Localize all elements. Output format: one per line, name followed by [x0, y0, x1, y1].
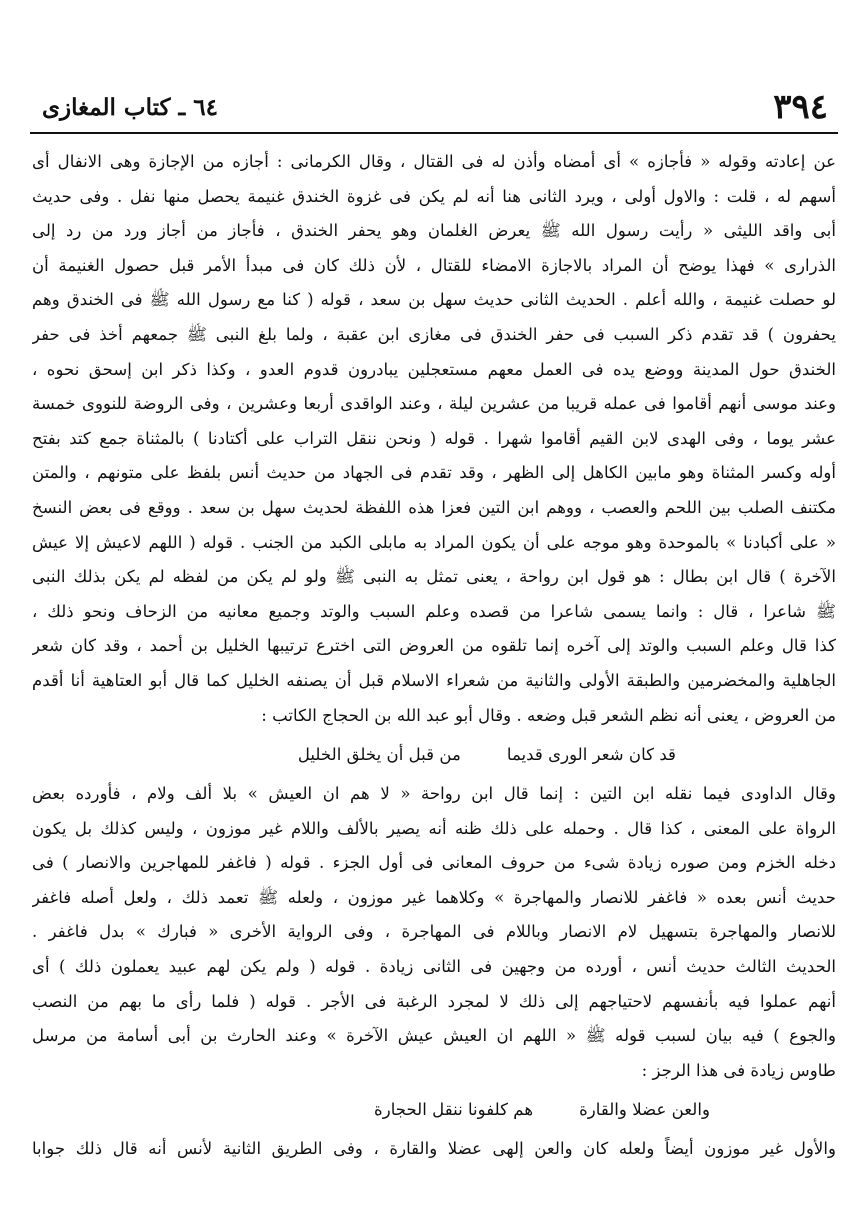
text-line: دخله الخزم ومن صوره زيادة شىء من حروف المعانى فى أول الجزء . قوله ( فاغفر للمهاجرين والانصار ) فى — [32, 853, 836, 873]
text-line: الآخرة ) قال ابن بطال : هو قول ابن رواحة ، يعنى تمثل به النبى ﷺ ولو لم يكن من لفظه لم يكن بذلك النبى — [32, 567, 836, 587]
page-number: ٣٩٤ — [773, 87, 828, 127]
text-line: أبى واقد الليثى « رأيت رسول الله ﷺ يعرض الغلمان وهو يحفر الخندق ، فأجاز من أجاز ورد من رد إلى — [32, 221, 836, 241]
text-line: ﷺ شاعرا ، قال : وانما يسمى شاعرا من قصده وعلم السبب والوتد وجميع معانيه من الزحاف ونحو ذلك ، — [32, 601, 836, 621]
text-line: حديث أنس بعده « فاغفر للانصار والمهاجرة » وكلاهما غير موزون ، ولعله ﷺ تعمد ذلك ، ولعل أصله فاغفر — [32, 887, 836, 907]
text-line: والأول غير موزون أيضاً ولعله كان والعن إلهى عضلا والقارة ، وفى الطريق الثانية لأنس أنه قال ذلك جوابا — [32, 1139, 836, 1159]
text-line: أوله وكسر المثناة وهو مابين الكاهل إلى الظهر ، وقد تقدم فى الجهاد من حديث أنس بلفظ على متونهم ، والمتن — [32, 463, 836, 483]
text-line: مكتنف الصلب بين اللحم والعصب ، ووهم ابن التين فعزا هذه اللفظة لحديث سهل بن سعد . ووقع فى بعض النسخ — [32, 497, 836, 517]
text-line: الخندق حول المدينة ووضع يده فى العمل معهم مستعجلين يبادرون قدوم العدو ، وكذا ذكر ابن إسحق نحوه ، — [32, 359, 836, 379]
text-line: وقال الداودى فيما نقله ابن التين : إنما قال ابن رواحة « لا هم ان العيش » بلا ألف ولام ، فأورده بعض — [32, 784, 836, 804]
verse-second-hemistich: من قبل أن يخلق الخليل — [297, 745, 461, 765]
verse-second-hemistich: هم كلفونا ننقل الحجارة — [374, 1100, 534, 1120]
text-line: طاوس زيادة فى هذا الرجز : — [641, 1060, 836, 1080]
verse-first-hemistich: والعن عضلا والقارة — [579, 1100, 710, 1120]
text-line: أنهم عملوا فيه بأنفسهم لاحتياجهم إلى ذلك لا لمجرد الرغبة فى الأجر . قوله ( فلما رأى ما بهم من النصب — [32, 991, 836, 1011]
text-line: للانصار والمهاجرة بتسهيل لام الانصار وباللام فى المهاجرة ، وفى الرواية الأخرى « فبارك » بدل فاغفر . — [32, 922, 836, 942]
text-line: الرواة على المعنى ، كذا قال . وحمله على ذلك ظنه أنه يصير بالألف واللام غير موزون ، وليس كذلك بل يكون — [32, 818, 836, 838]
text-line: أسهم له ، قلت : والاول أولى ، ويرد الثانى هنا أنه لم يكن فى غزوة الخندق غنيمة يحصل منها نفل . وفى حديث — [32, 186, 836, 206]
verse-couplet — [32, 1088, 836, 1132]
header-rule — [30, 132, 838, 134]
text-line: الجاهلية والمخضرمين والطبقة الأولى والثانية من شعراء الاسلام قبل أن يصنفه الخليل كما قال أبو العتاهية أنا أقدم — [32, 670, 836, 690]
text-line: الحديث الثالث حديث أنس ، أورده من وجهين فى الثانى زيادة . قوله ( ولم يكن لهم عبيد يعملون ذلك ) أى — [32, 957, 836, 977]
text-line: الذرارى » فهذا يوضح أن المراد بالاجازة الامضاء للقتال ، لأن ذلك كان فى مبدأ الأمر قبل حصول الغنيمة أن — [32, 255, 836, 275]
text-line: لو حصلت غنيمة ، والله أعلم . الحديث الثانى حديث سهل بن سعد ، قوله ( كنا مع رسول الله ﷺ فى الخندق وهم — [32, 290, 836, 310]
text-line: والجوع ) فيه بيان لسبب قوله ﷺ « اللهم ان العيش عيش الآخرة » وعند الحارث بن أبى أسامة من مرسل — [32, 1026, 836, 1046]
verse-couplet — [32, 733, 836, 777]
text-line: يحفرون ) قد تقدم ذكر السبب فى حفر الخندق فى مغازى ابن عقبة ، ولما بلغ النبى ﷺ جمعهم أخذ فى حفر — [32, 324, 836, 344]
text-line: عشر يوما ، وفى الهدى لابن القيم أقاموا شهرا . قوله ( ونحن ننقل التراب على أكتادنا ) بالمثناة جمع كتد بفتح — [32, 428, 836, 448]
text-line: وعند موسى أنهم أقاموا فى عمله قريبا من عشرين ليلة ، وعند الواقدى أربعا وعشرين ، وفى الروضة للنووى خمسة — [32, 394, 836, 414]
text-line: عن إعادته وقوله « فأجازه » أى أمضاه وأذن له فى القتال ، وقال الكرمانى : أجازه من الإجازة وهى الانفال أى — [32, 152, 836, 171]
page-body — [32, 145, 836, 1167]
running-title: ٦٤ ـ كتاب المغازى — [42, 94, 218, 121]
verse-first-hemistich: قد كان شعر الورى قديما — [506, 745, 676, 765]
text-line: « على أكبادنا » بالموحدة وهو موجه على أن يكون المراد به مابلى الكبد من الجنب . قوله ( اللهم لاعيش إلا عيش — [32, 532, 836, 552]
text-line: من العروض ، يعنى أنه نظم الشعر قبل وضعه . وقال أبو عبد الله بن الحجاج الكاتب : — [261, 705, 836, 725]
page-header — [30, 84, 838, 130]
text-line: كذا قال وعلم السبب والوتد إلى آخره إنما تلقوه من العروض التى اخترع ترتيبها الخليل بن أحمد ، وقد كان شعر — [32, 636, 836, 656]
